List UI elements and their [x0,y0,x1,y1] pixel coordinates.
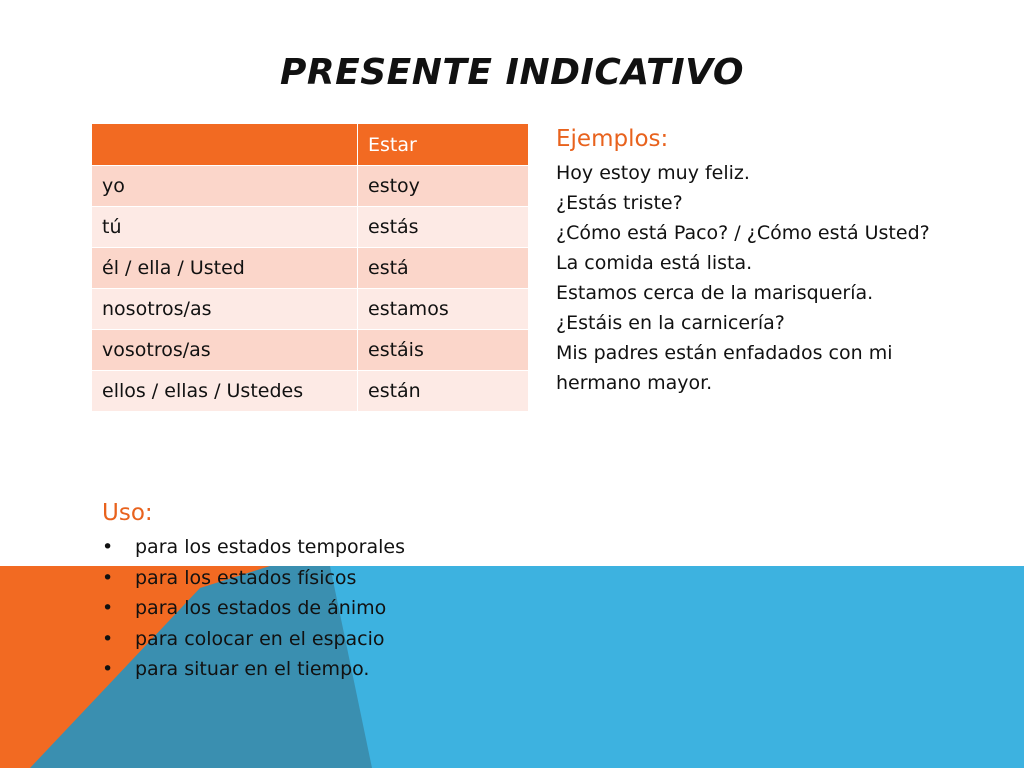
list-item [102,593,542,624]
usage-item-text: para los estados temporales [135,536,405,558]
pronoun-cell: tú [92,207,358,248]
usage-section [102,500,542,685]
table-row [92,289,528,330]
usage-item-text: para los estados de ánimo [135,597,387,619]
example-line: La comida está lista. [556,252,753,274]
bullet-icon: • [102,536,114,558]
slide-title: PRESENTE INDICATIVO [280,52,744,93]
table-header-row [92,124,528,166]
pronoun-cell: ellos / ellas / Ustedes [92,371,358,412]
table-row [92,330,528,371]
example-line: Mis padres están enfadados con mi [556,342,893,364]
usage-item-text: para los estados físicos [135,566,357,589]
usage-item-text: para situar en el tiempo. [135,658,370,680]
examples-section [556,126,1006,398]
example-line: Estamos cerca de la marisquería. [556,282,874,304]
example-line: ¿Estás triste? [556,192,683,214]
verb-cell: estáis [358,330,528,371]
pronoun-cell: yo [92,166,358,207]
header-cell-pronoun [92,124,358,166]
usage-item-text: para colocar en el espacio [135,627,385,650]
list-item [102,624,542,655]
table-row [92,248,528,289]
bullet-icon: • [102,658,114,680]
usage-list [102,532,542,685]
pronoun-cell: vosotros/as [92,330,358,371]
examples-heading: Ejemplos: [556,126,669,152]
header-cell-verb: Estar [358,124,528,166]
pronoun-cell: él / ella / Usted [92,248,358,289]
example-line: Hoy estoy muy feliz. [556,162,750,184]
bullet-icon: • [102,566,114,589]
verb-cell: estamos [358,289,528,330]
bullet-icon: • [102,627,114,650]
table-row [92,371,528,412]
table-row [92,166,528,207]
example-line: ¿Estáis en la carnicería? [556,312,785,334]
verb-cell: están [358,371,528,412]
table-row [92,207,528,248]
usage-heading: Uso: [102,500,153,526]
verb-cell: está [358,248,528,289]
verb-cell: estás [358,207,528,248]
list-item [102,654,542,685]
verb-cell: estoy [358,166,528,207]
list-item [102,532,542,563]
example-line: ¿Cómo está Paco? / ¿Cómo está Usted? [556,222,930,244]
bullet-icon: • [102,597,114,619]
pronoun-cell: nosotros/as [92,289,358,330]
conjugation-table [92,124,528,412]
list-item [102,563,542,594]
example-line: hermano mayor. [556,372,713,394]
